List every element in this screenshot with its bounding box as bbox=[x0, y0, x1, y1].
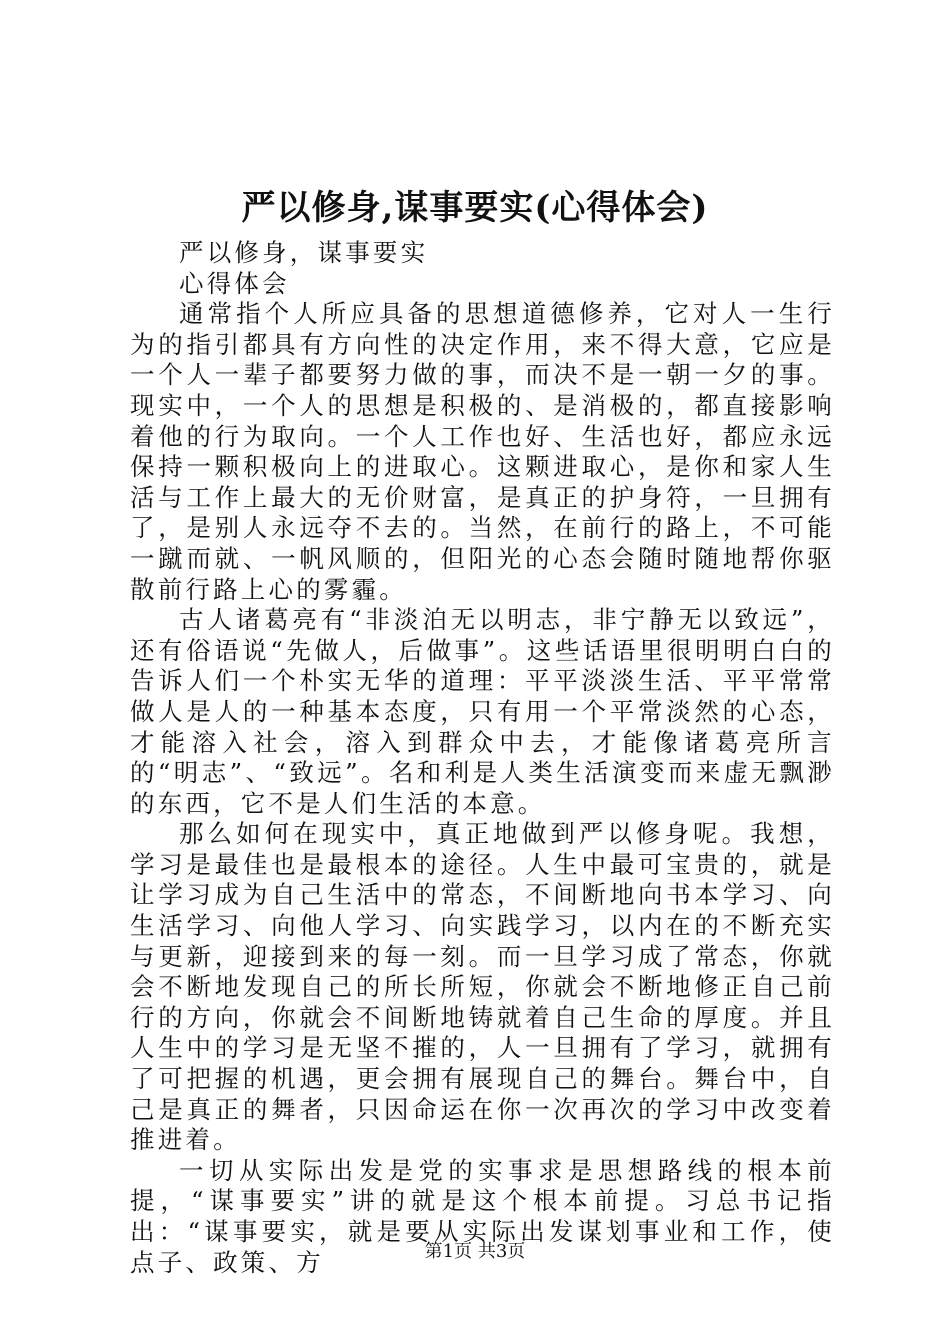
paragraph-1: 通常指个人所应具备的思想道德修养，它对人一生行为的指引都具有方向性的决定作用，来不得大意，它应是一个人一辈子都要努力做的事，而决不是一朝一夕的事。现实中，一个人的思想是积极的、是消极的，都直接影响着他的行为取向。一个人工作也好、生活也好，都应永远保持一颗积极向上的进取心。这颗进取心，是你和家人生活与工作上最大的无价财富，是真正的护身符，一旦拥有了，是别人永远夺不去的。当然，在前行的路上，不可能一蹴而就、一帆风顺的，但阳光的心态会随时随地帮你驱散前行路上心的雾霾。 bbox=[130, 299, 835, 604]
paragraph-3: 那么如何在现实中，真正地做到严以修身呢。我想，学习是最佳也是最根本的途径。人生中最可宝贵的，就是让学习成为自己生活中的常态，不间断地向书本学习、向生活学习、向他人学习、向实践学习，以内在的不断充实与更新，迎接到来的每一刻。而一旦学习成了常态，你就会不断地发现自己的所长所短，你就会不断地修正自己前行的方向，你就会不间断地铸就着自己生命的厚度。并且人生中的学习是无坚不摧的，人一旦拥有了学习，就拥有了可把握的机遇，更会拥有展现自己的舞台。舞台中，自己是真正的舞者，只因命运在你一次再次的学习中改变着推进着。 bbox=[130, 819, 835, 1155]
paragraph-2: 古人诸葛亮有“非淡泊无以明志，非宁静无以致远”，还有俗语说“先做人，后做事”。这些话语里很明明白白的告诉人们一个朴实无华的道理：平平淡淡生活、平平常常做人是人的一种基本态度，只有用一个平常淡然的心态，才能溶入社会，溶入到群众中去，才能像诸葛亮所言的“明志”、“致远”。名和利是人类生活演变而来虚无飘渺的东西，它不是人们生活的本意。 bbox=[130, 605, 835, 818]
document-title: 严以修身,谋事要实(心得体会) bbox=[241, 188, 709, 228]
subtitle-line-1: 严以修身，谋事要实 bbox=[179, 238, 429, 267]
subtitle-line-2: 心得体会 bbox=[179, 268, 290, 298]
page-number: 第1页 共3页 bbox=[424, 1241, 526, 1262]
document-body bbox=[130, 238, 835, 1278]
paragraph-4: 一切从实际出发是党的实事求是思想路线的根本前提，“谋事要实”讲的就是这个根本前提。习总书记指出：“谋事要实，就是要从实际出发谋划事业和工作，使点子、政策、方 bbox=[130, 1155, 835, 1277]
